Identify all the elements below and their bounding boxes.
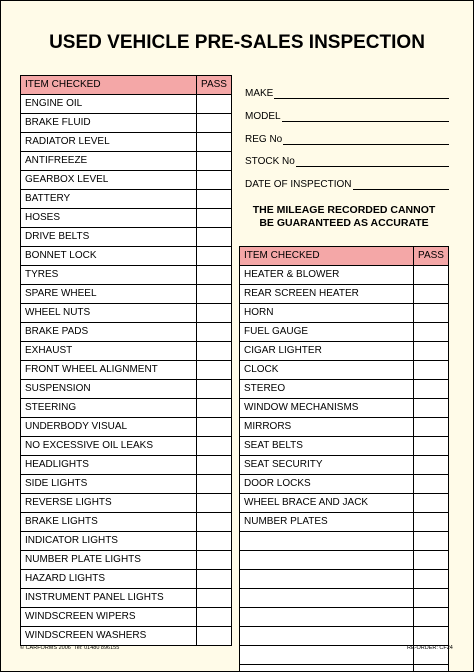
right-checklist-item-label	[240, 532, 414, 551]
left-checklist-pass-box[interactable]	[197, 114, 232, 133]
right-table-header	[240, 247, 449, 266]
left-checklist-pass-box[interactable]	[197, 247, 232, 266]
left-checklist-row	[21, 380, 232, 399]
right-checklist-row	[240, 323, 449, 342]
left-checklist-row	[21, 437, 232, 456]
left-checklist-pass-box[interactable]	[197, 399, 232, 418]
left-checklist-item-label: REVERSE LIGHTS	[21, 494, 197, 513]
left-checklist-pass-box[interactable]	[197, 361, 232, 380]
left-checklist-row	[21, 494, 232, 513]
left-checklist-pass-box[interactable]	[197, 494, 232, 513]
left-checklist-item-label: WINDSCREEN WASHERS	[21, 627, 197, 646]
left-header-pass: PASS	[197, 76, 232, 95]
left-checklist-pass-box[interactable]	[197, 437, 232, 456]
make-field[interactable]	[245, 88, 449, 99]
left-checklist-item-label: FRONT WHEEL ALIGNMENT	[21, 361, 197, 380]
left-checklist-pass-box[interactable]	[197, 171, 232, 190]
right-checklist-pass-box[interactable]	[414, 285, 449, 304]
left-checklist-row	[21, 152, 232, 171]
mileage-notice-line-1: THE MILEAGE RECORDED CANNOT	[252, 204, 436, 216]
date-of-inspection-line[interactable]	[353, 180, 450, 190]
right-checklist-pass-box[interactable]	[414, 494, 449, 513]
right-checklist-item-label	[240, 646, 414, 665]
left-checklist-pass-box[interactable]	[197, 304, 232, 323]
right-checklist-pass-box[interactable]	[414, 456, 449, 475]
left-checklist-item-label: HOSES	[21, 209, 197, 228]
right-checklist-pass-box[interactable]	[414, 551, 449, 570]
right-checklist-pass-box[interactable]	[414, 608, 449, 627]
left-checklist-item-label: SIDE LIGHTS	[21, 475, 197, 494]
date-of-inspection-label: DATE OF INSPECTION	[245, 179, 352, 190]
left-table-header	[21, 76, 232, 95]
right-checklist-item-label: HEATER & BLOWER	[240, 266, 414, 285]
left-checklist-item-label: BATTERY	[21, 190, 197, 209]
left-checklist-item-label: WHEEL NUTS	[21, 304, 197, 323]
left-checklist-row	[21, 532, 232, 551]
left-checklist-pass-box[interactable]	[197, 133, 232, 152]
left-checklist-pass-box[interactable]	[197, 627, 232, 646]
right-checklist-item-label: NUMBER PLATES	[240, 513, 414, 532]
right-checklist-pass-box[interactable]	[414, 532, 449, 551]
mileage-notice-line-2: BE GUARANTEED AS ACCURATE	[259, 217, 429, 229]
left-checklist-row	[21, 114, 232, 133]
right-checklist-item-label: WINDOW MECHANISMS	[240, 399, 414, 418]
left-checklist-pass-box[interactable]	[197, 513, 232, 532]
right-checklist-row	[240, 551, 449, 570]
right-checklist-row	[240, 627, 449, 646]
left-checklist-item-label: SPARE WHEEL	[21, 285, 197, 304]
left-checklist-pass-box[interactable]	[197, 418, 232, 437]
left-checklist-row	[21, 285, 232, 304]
right-checklist-item-label: CLOCK	[240, 361, 414, 380]
left-checklist-item-label: NO EXCESSIVE OIL LEAKS	[21, 437, 197, 456]
right-checklist-item-label: HORN	[240, 304, 414, 323]
right-checklist-row	[240, 513, 449, 532]
left-checklist-pass-box[interactable]	[197, 532, 232, 551]
reg-no-field[interactable]	[245, 134, 449, 145]
model-field[interactable]	[245, 111, 449, 122]
left-checklist-item-label: STEERING	[21, 399, 197, 418]
left-checklist-item-label: WINDSCREEN WIPERS	[21, 608, 197, 627]
left-checklist-item-label: ANTIFREEZE	[21, 152, 197, 171]
reg-no-label: REG No	[245, 134, 283, 145]
right-checklist-item-label: CIGAR LIGHTER	[240, 342, 414, 361]
right-checklist-item-label: STEREO	[240, 380, 414, 399]
left-checklist-pass-box[interactable]	[197, 152, 232, 171]
right-checklist-pass-box[interactable]	[414, 475, 449, 494]
right-checklist-row	[240, 589, 449, 608]
make-label: MAKE	[245, 88, 274, 99]
left-checklist-row	[21, 304, 232, 323]
left-checklist-row	[21, 551, 232, 570]
right-checklist-pass-box[interactable]	[414, 513, 449, 532]
right-checklist-row	[240, 608, 449, 627]
right-checklist-table	[239, 246, 449, 672]
left-checklist-row	[21, 418, 232, 437]
left-checklist-row	[21, 95, 232, 114]
left-checklist-row	[21, 342, 232, 361]
left-checklist-item-label: HEADLIGHTS	[21, 456, 197, 475]
left-checklist-row	[21, 570, 232, 589]
left-checklist-pass-box[interactable]	[197, 190, 232, 209]
right-checklist-pass-box[interactable]	[414, 589, 449, 608]
left-checklist-pass-box[interactable]	[197, 608, 232, 627]
right-checklist-pass-box[interactable]	[414, 361, 449, 380]
left-checklist-row	[21, 247, 232, 266]
left-checklist-item-label: EXHAUST	[21, 342, 197, 361]
model-label: MODEL	[245, 111, 281, 122]
right-checklist-pass-box[interactable]	[414, 342, 449, 361]
right-checklist-row	[240, 304, 449, 323]
right-checklist-item-label	[240, 665, 414, 672]
left-checklist-item-label: RADIATOR LEVEL	[21, 133, 197, 152]
right-checklist-item-label: DOOR LOCKS	[240, 475, 414, 494]
form-title: USED VEHICLE PRE-SALES INSPECTION	[49, 32, 425, 53]
right-checklist-row	[240, 285, 449, 304]
right-checklist-row	[240, 437, 449, 456]
left-checklist-item-label: NUMBER PLATE LIGHTS	[21, 551, 197, 570]
left-checklist-item-label: SUSPENSION	[21, 380, 197, 399]
left-checklist-item-label: GEARBOX LEVEL	[21, 171, 197, 190]
left-checklist-pass-box[interactable]	[197, 209, 232, 228]
right-checklist-item-label	[240, 627, 414, 646]
right-checklist-row	[240, 456, 449, 475]
right-checklist-row	[240, 399, 449, 418]
left-checklist-item-label: ENGINE OIL	[21, 95, 197, 114]
stock-no-line[interactable]	[296, 157, 449, 167]
left-checklist-table	[20, 75, 232, 646]
left-checklist-pass-box[interactable]	[197, 456, 232, 475]
left-checklist-row	[21, 399, 232, 418]
right-checklist-row	[240, 570, 449, 589]
left-checklist-item-label: BONNET LOCK	[21, 247, 197, 266]
left-checklist-row	[21, 513, 232, 532]
left-checklist-item-label: TYRES	[21, 266, 197, 285]
right-checklist-pass-box[interactable]	[414, 665, 449, 672]
left-checklist-pass-box[interactable]	[197, 551, 232, 570]
left-checklist-pass-box[interactable]	[197, 570, 232, 589]
right-checklist-row	[240, 532, 449, 551]
left-checklist-pass-box[interactable]	[197, 285, 232, 304]
left-checklist-item-label: DRIVE BELTS	[21, 228, 197, 247]
make-line[interactable]	[274, 89, 449, 99]
left-checklist-row	[21, 323, 232, 342]
left-checklist-row	[21, 190, 232, 209]
right-checklist-pass-box[interactable]	[414, 437, 449, 456]
right-checklist-row	[240, 380, 449, 399]
left-checklist-item-label: BRAKE PADS	[21, 323, 197, 342]
left-checklist-pass-box[interactable]	[197, 380, 232, 399]
right-checklist-item-label: REAR SCREEN HEATER	[240, 285, 414, 304]
right-checklist-item-label	[240, 589, 414, 608]
left-checklist-row	[21, 228, 232, 247]
model-line[interactable]	[282, 112, 449, 122]
left-checklist-item-label: BRAKE LIGHTS	[21, 513, 197, 532]
left-checklist-pass-box[interactable]	[197, 475, 232, 494]
left-checklist-pass-box[interactable]	[197, 95, 232, 114]
right-checklist-pass-box[interactable]	[414, 323, 449, 342]
left-checklist-row	[21, 589, 232, 608]
reg-no-line[interactable]	[283, 135, 449, 145]
left-checklist-row	[21, 266, 232, 285]
right-checklist-row	[240, 418, 449, 437]
right-checklist-item-label: MIRRORS	[240, 418, 414, 437]
right-checklist-pass-box[interactable]	[414, 627, 449, 646]
left-checklist-item-label: BRAKE FLUID	[21, 114, 197, 133]
left-checklist-item-label: UNDERBODY VISUAL	[21, 418, 197, 437]
right-checklist-row	[240, 665, 449, 672]
right-checklist-pass-box[interactable]	[414, 418, 449, 437]
right-checklist-item-label: FUEL GAUGE	[240, 323, 414, 342]
left-checklist-pass-box[interactable]	[197, 228, 232, 247]
right-checklist-row	[240, 494, 449, 513]
left-checklist-pass-box[interactable]	[197, 266, 232, 285]
right-checklist-item-label: SEAT SECURITY	[240, 456, 414, 475]
left-checklist-item-label: HAZARD LIGHTS	[21, 570, 197, 589]
left-checklist-row	[21, 209, 232, 228]
mileage-notice	[239, 204, 449, 230]
right-checklist-pass-box[interactable]	[414, 304, 449, 323]
right-checklist-item-label: SEAT BELTS	[240, 437, 414, 456]
left-checklist-item-label: INSTRUMENT PANEL LIGHTS	[21, 589, 197, 608]
left-checklist-item-label: INDICATOR LIGHTS	[21, 532, 197, 551]
footer-copyright: © CARFORMS 2006	[20, 645, 71, 651]
left-checklist-row	[21, 361, 232, 380]
stock-no-field[interactable]	[245, 156, 449, 167]
left-checklist-pass-box[interactable]	[197, 323, 232, 342]
right-header-item-checked: ITEM CHECKED	[240, 247, 414, 266]
right-checklist-item-label	[240, 551, 414, 570]
left-checklist-row	[21, 608, 232, 627]
footer-telephone: Tel: 01480 896155	[74, 645, 120, 651]
right-checklist-row	[240, 475, 449, 494]
left-checklist-row	[21, 171, 232, 190]
right-checklist-pass-box[interactable]	[414, 266, 449, 285]
right-checklist-pass-box[interactable]	[414, 399, 449, 418]
right-checklist-item-label	[240, 608, 414, 627]
right-checklist-row	[240, 342, 449, 361]
left-checklist-pass-box[interactable]	[197, 342, 232, 361]
left-checklist-row	[21, 456, 232, 475]
stock-no-label: STOCK No	[245, 156, 295, 167]
right-checklist-row	[240, 266, 449, 285]
left-checklist-row	[21, 627, 232, 646]
right-checklist-item-label: WHEEL BRACE AND JACK	[240, 494, 414, 513]
date-of-inspection-field[interactable]	[245, 179, 449, 190]
left-header-item-checked: ITEM CHECKED	[21, 76, 197, 95]
left-checklist-pass-box[interactable]	[197, 589, 232, 608]
right-checklist-pass-box[interactable]	[414, 570, 449, 589]
left-checklist-row	[21, 133, 232, 152]
footer-reorder-code: RE-ORDER: CF24	[407, 645, 453, 651]
right-checklist-pass-box[interactable]	[414, 380, 449, 399]
right-checklist-row	[240, 361, 449, 380]
right-header-pass: PASS	[414, 247, 449, 266]
left-checklist-row	[21, 475, 232, 494]
right-checklist-item-label	[240, 570, 414, 589]
